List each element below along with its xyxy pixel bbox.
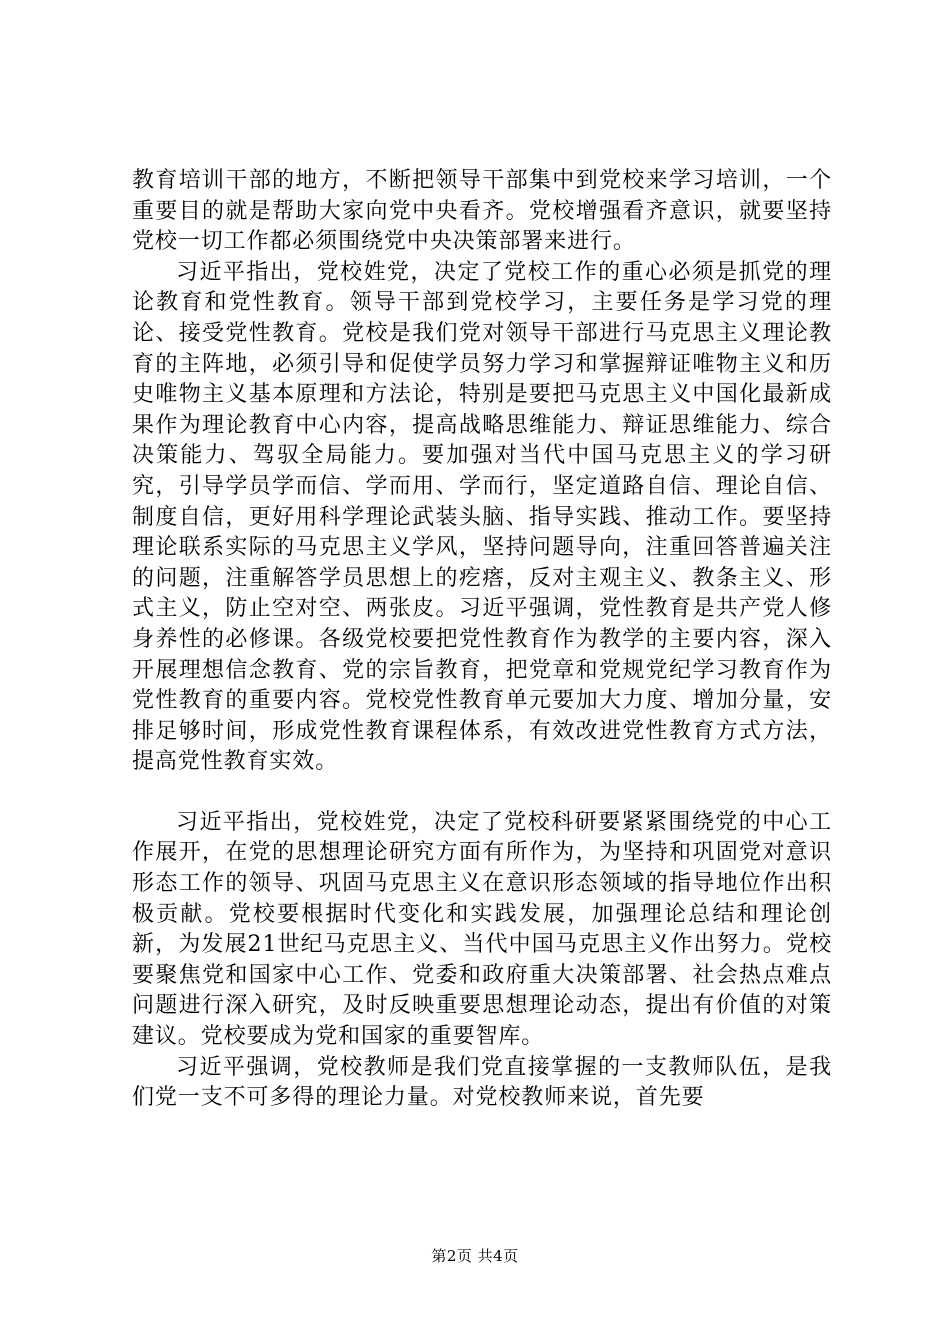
paragraph-theory-education: 习近平指出，党校姓党，决定了党校工作的重心必须是抓党的理论教育和党性教育。领导干部到党校学习，主要任务是学习党的理论、接受党性教育。党校是我们党对领导干部进行马克思主义理论教育的主阵地，必须引导和促使学员努力学习和掌握辩证唯物主义和历史唯物主义基本原理和方法论，特别是要把马克思主义中国化最新成果作为理论教育中心内容，提高战略思维能力、辩证思维能力、综合决策能力、驾驭全局能力。要加强对当代中国马克思主义的学习研究，引导学员学而信、学而用、学而行，坚定道路自信、理论自信、制度自信，更好用科学理论武装头脑、指导实践、推动工作。要坚持理论联系实际的马克思主义学风，坚持问题导向，注重回答普遍关注的问题，注重解答学员思想上的疙瘩，反对主观主义、教条主义、形式主义，防止空对空、两张皮。习近平强调，党性教育是共产党人修身养性的必修课。各级党校要把党性教育作为教学的主要内容，深入开展理想信念教育、党的宗旨教育，把党章和党规党纪学习教育作为党性教育的重要内容。党校党性教育单元要加大力度、增加分量，安排足够时间，形成党性教育课程体系，有效改进党性教育方式方法，提高党性教育实效。 bbox=[132, 259, 832, 775]
paragraph-teachers: 习近平强调，党校教师是我们党直接掌握的一支教师队伍，是我们党一支不可多得的理论力量。对党校教师来说，首先要 bbox=[132, 1054, 832, 1111]
document-body bbox=[132, 166, 832, 1114]
paragraph-gap bbox=[132, 778, 832, 808]
paragraph-continued: 教育培训干部的地方，不断把领导干部集中到党校来学习培训，一个重要目的就是帮助大家向党中央看齐。党校增强看齐意识，就要坚持党校一切工作都必须围绕党中央决策部署来进行。 bbox=[132, 168, 832, 255]
paragraph-research: 习近平指出，党校姓党，决定了党校科研要紧紧围绕党的中心工作展开，在党的思想理论研究方面有所作为，为坚持和巩固党对意识形态工作的领导、巩固马克思主义在意识形态领域的指导地位作出积极贡献。党校要根据时代变化和实践发展，加强理论总结和理论创新，为发展21世纪马克思主义、当代中国马克思主义作出努力。党校要聚焦党和国家中心工作、党委和政府重大决策部署、社会热点难点问题进行深入研究，及时反映重要思想理论动态，提出有价值的对策建议。党校要成为党和国家的重要智库。 bbox=[132, 809, 832, 1050]
page-number-footer: 第2页 共4页 bbox=[431, 1247, 519, 1265]
